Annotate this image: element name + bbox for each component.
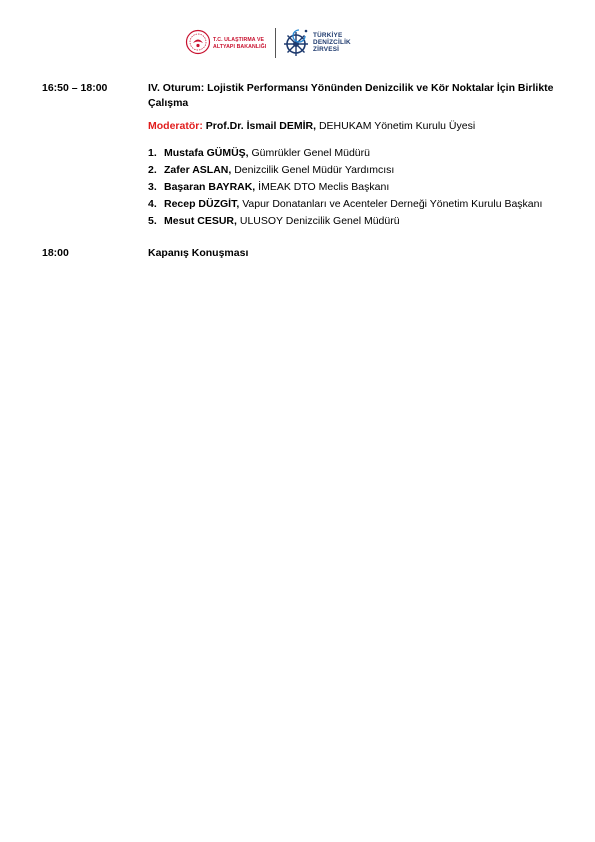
speaker-number: 4. (148, 198, 157, 210)
ministry-name-line1: T.C. ULAŞTIRMA VE (213, 37, 265, 43)
speaker-list (148, 145, 542, 230)
speaker-number: 2. (148, 164, 157, 176)
speaker-number: 5. (148, 215, 157, 227)
moderator-role: DEHUKAM Yönetim Kurulu Üyesi (318, 120, 476, 132)
closing-time: 18:00 (42, 247, 69, 259)
closing-title: Kapanış Konuşması (148, 247, 249, 259)
summit-name-line2: DENİZCİLİK (313, 39, 351, 46)
moderator-label: Moderatör: (148, 120, 203, 132)
speaker-name: Başaran BAYRAK, (164, 181, 256, 193)
summit-name-line3: ZİRVESİ (313, 46, 340, 53)
logo-divider (275, 28, 276, 58)
ship-wheel-icon (280, 27, 312, 59)
speaker-role: Vapur Donatanları ve Acenteler Derneği Yönetim Kurulu Başkanı (242, 198, 543, 210)
speaker-role: ULUSOY Denizcilik Genel Müdürü (239, 215, 400, 227)
speaker-item (148, 162, 542, 179)
ministry-name-line2: ALTYAPI BAKANLIĞI (213, 44, 267, 50)
summit-logo (280, 26, 375, 60)
speaker-name: Mustafa GÜMÜŞ, (164, 147, 249, 159)
summit-name-line1: TÜRKİYE (313, 32, 343, 39)
session-title-line2: Çalışma (148, 97, 189, 109)
speaker-item (148, 213, 542, 230)
speaker-role: Gümrükler Genel Müdürü (251, 147, 370, 159)
session-title-line1: IV. Oturum: Lojistik Performansı Yönünden Denizcilik ve Kör Noktalar İçin Birlikte (148, 82, 554, 94)
speaker-item (148, 179, 542, 196)
session-time: 16:50 – 18:00 (42, 82, 108, 94)
session-title (148, 81, 568, 111)
speaker-item (148, 196, 542, 213)
speaker-number: 1. (148, 147, 157, 159)
speaker-number: 3. (148, 181, 157, 193)
moderator-line (148, 120, 475, 132)
speaker-name: Mesut CESUR, (164, 215, 237, 227)
ministry-seal-icon (185, 29, 211, 55)
speaker-name: Recep DÜZGİT, (164, 198, 240, 210)
ministry-logo (185, 28, 271, 58)
moderator-name: Prof.Dr. İsmail DEMİR, (205, 120, 317, 132)
speaker-item (148, 145, 542, 162)
speaker-role: İMEAK DTO Meclis Başkanı (258, 181, 390, 193)
speaker-role: Denizcilik Genel Müdür Yardımcısı (234, 164, 395, 176)
page-header (185, 26, 375, 60)
speaker-name: Zafer ASLAN, (164, 164, 232, 176)
